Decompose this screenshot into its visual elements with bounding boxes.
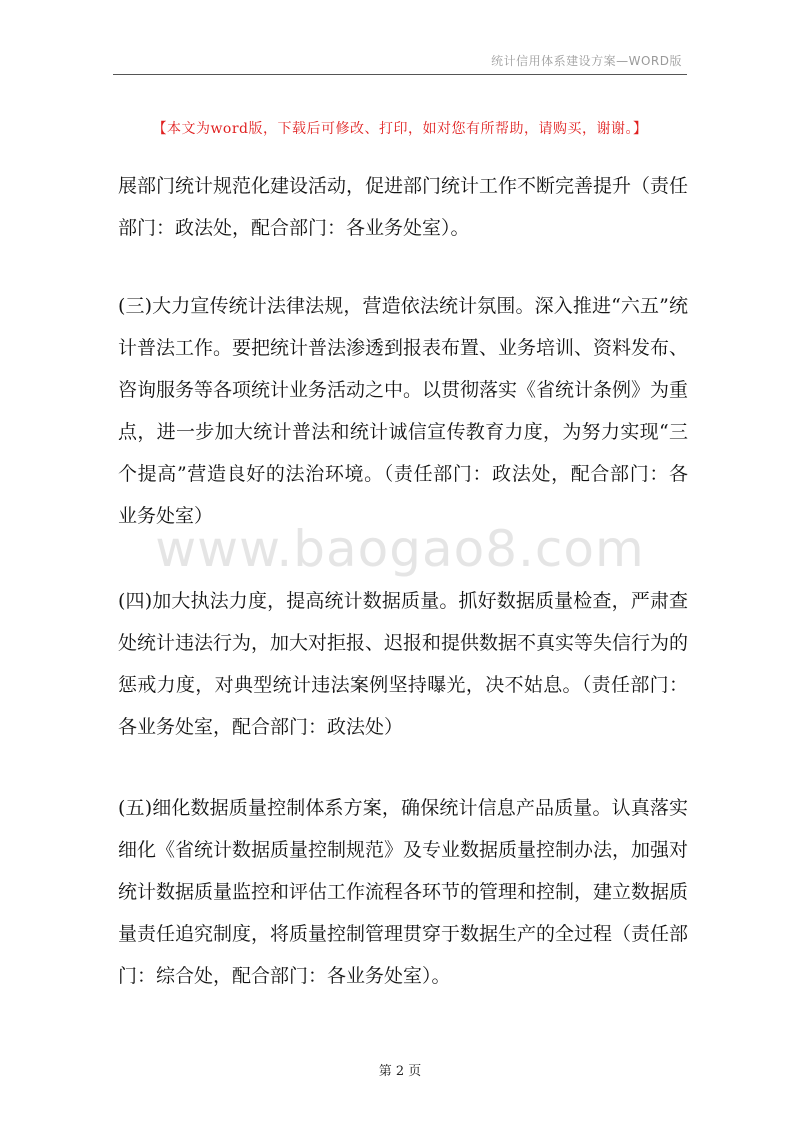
body-paragraph: (五)细化数据质量控制体系方案，确保统计信息产品质量。认真落实细化《省统计数据质量控制规范》及专业数据质量控制办法，加强对统计数据质量监控和评估工作流程各环节的管理和控制，建立数据质量责任追究制度，将质量控制管理贯穿于数据生产的全过程（责任部门：综合处，配合部门：各业务处室）。 bbox=[118, 797, 689, 987]
header-title: 统计信用体系建设方案—WORD版 bbox=[491, 54, 682, 68]
body-paragraph: (三)大力宣传统计法律法规，营造依法统计氛围。深入推进“六五”统计普法工作。要把统计普法渗透到报表布置、业务培训、资料发布、咨询服务等各项统计业务活动之中。以贯彻落实《省统计条例》为重点，进一步加大统计普法和统计诚信宣传教育力度，为努力实现“三个提高”营造良好的法治环境。（责任部门：政法处，配合部门：各业务处室） bbox=[118, 295, 689, 527]
header-divider bbox=[113, 74, 687, 75]
body-paragraph: 展部门统计规范化建设活动，促进部门统计工作不断完善提升（责任部门：政法处，配合部门：各业务处室）。 bbox=[118, 175, 689, 239]
download-notice: 【本文为word版，下载后可修改、打印，如对您有所帮助，请购买，谢谢。】 bbox=[152, 121, 648, 137]
watermark: www.baogao8.com bbox=[155, 520, 645, 578]
page-number: 第 2 页 bbox=[378, 1064, 422, 1079]
body-paragraph: (四)加大执法力度，提高统计数据质量。抓好数据质量检查，严肃查处统计违法行为，加大对拒报、迟报和提供数据不真实等失信行为的惩戒力度，对典型统计违法案例坚持曝光，决不姑息。（责任部门：各业务处室，配合部门：政法处） bbox=[118, 590, 689, 738]
